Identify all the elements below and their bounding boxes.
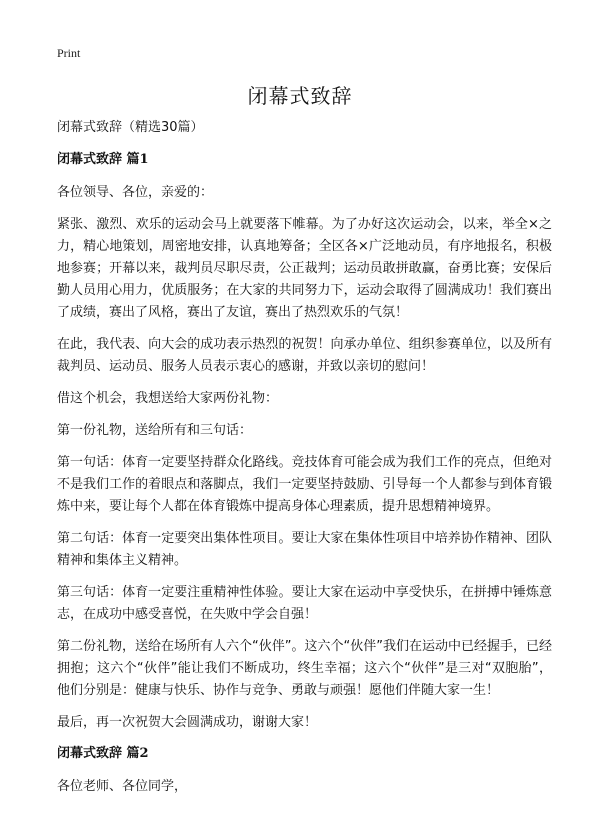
paragraph: 在此，我代表、向大会的成功表示热烈的祝贺！向承办单位、组织参赛单位，以及所有裁判员、运动员、服务人员表示衷心的感谢，并致以亲切的慰问！ [57,337,552,374]
document-body [57,118,552,808]
section-2 [57,744,552,798]
section-heading: 闭幕式致辞 篇2 [57,746,149,761]
paragraph: 第一份礼物，送给所有和三句话： [57,423,253,438]
paragraph: 各位老师、各位同学， [57,779,188,794]
document-title: 闭幕式致辞 [247,84,353,108]
paragraph: 借这个机会，我想送给大家两份礼物： [57,391,279,406]
section-1 [57,150,552,734]
section-heading: 闭幕式致辞 篇1 [57,152,149,167]
paragraph: 紧张、激烈、欢乐的运动会马上就要落下帷幕。为了办好这次运动会，以来，举全×之力，精心地策划，周密地安排，认真地筹备；全区各×广泛地动员，有序地报名，积极地参赛；开幕以来，裁判员尽职尽责，公正裁判；运动员敢拼敢赢，奋勇比赛；安保后勤人员用心用力，优质服务；在大家的共同努力下，运动会取得了圆满成功！我们赛出了成绩，赛出了风格，赛出了友谊，赛出了热烈欢乐的气氛！ [57,217,552,320]
paragraph: 第三句话：体育一定要注重精神性体验。要让大家在运动中享受快乐，在拼搏中锤炼意志，在成功中感受喜悦，在失败中学会自强！ [57,585,552,622]
document-subtitle: 闭幕式致辞（精选30篇） [57,120,204,135]
print-link[interactable]: Print [57,46,81,60]
paragraph: 第二份礼物，送给在场所有人六个“伙伴”。这六个“伙伴”我们在运动中已经握手，已经拥抱；这六个“伙伴”能让我们不断成功，终生幸福；这六个“伙伴”是三对“双胞胎”，他们分别是：健康与快乐、协作与竞争、勇敢与顽强！愿他们伴随大家一生！ [57,639,552,698]
paragraph: 第一句话：体育一定要坚持群众化路线。竞技体育可能会成为我们工作的亮点，但绝对不是我们工作的着眼点和落脚点，我们一定要坚持鼓励、引导每一个人都参与到体育锻炼中来，要让每个人都在体育锻炼中提高身体心理素质，提升思想精神境界。 [57,455,552,514]
paragraph: 第二句话：体育一定要突出集体性项目。要让大家在集体性项目中培养协作精神、团队精神和集体主义精神。 [57,531,552,568]
paragraph: 最后，再一次祝贺大会圆满成功，谢谢大家！ [57,715,318,730]
paragraph: 各位领导、各位，亲爱的： [57,185,214,200]
